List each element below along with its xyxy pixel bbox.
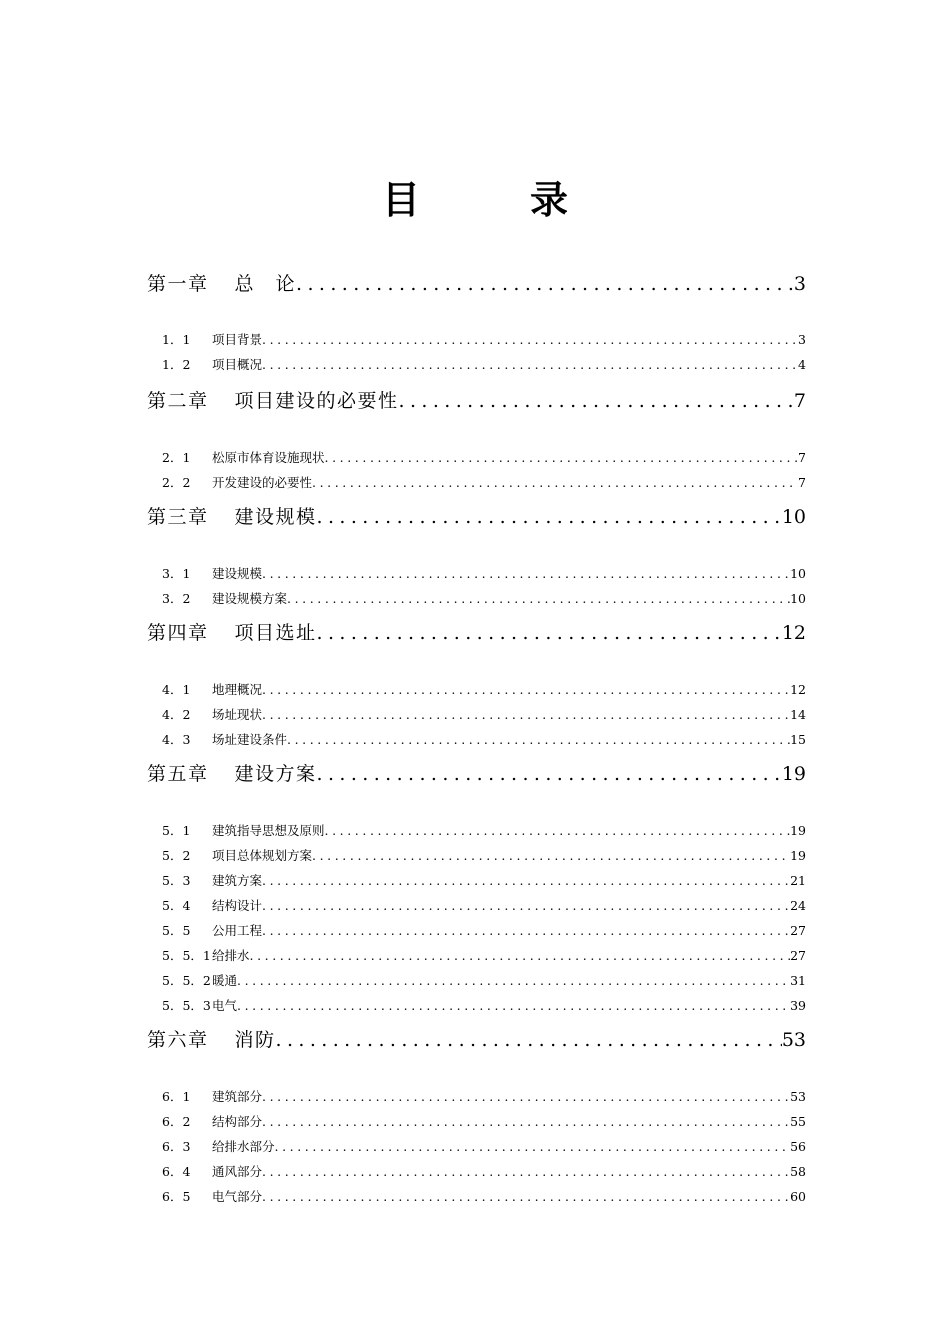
toc-section-entry[interactable] xyxy=(147,449,806,467)
toc-entry-label xyxy=(147,731,287,749)
toc-dot-leader xyxy=(317,761,782,787)
toc-entry-number: 5．5．3 xyxy=(162,998,211,1013)
toc-section-entry[interactable] xyxy=(147,331,806,349)
toc-entry-title: 给排水部分 xyxy=(212,1139,275,1154)
toc-entry-number: 5．1 xyxy=(162,823,191,838)
toc-entry-number: 3．2 xyxy=(162,591,191,606)
toc-entry-number: 5．4 xyxy=(162,898,191,913)
toc-dot-leader xyxy=(237,972,790,990)
toc-section-entry[interactable] xyxy=(147,474,806,492)
toc-entry-number: 第二章 xyxy=(147,390,209,412)
toc-dot-leader xyxy=(262,1088,790,1106)
toc-entry-label xyxy=(147,706,262,724)
toc-dot-leader xyxy=(262,872,790,890)
toc-dot-leader xyxy=(262,706,790,724)
toc-entry-label xyxy=(147,897,262,915)
toc-page-number: 10 xyxy=(790,591,806,606)
toc-entry-number: 2．2 xyxy=(162,475,191,490)
toc-entry-title: 项目背景 xyxy=(212,332,263,347)
toc-page-number: 27 xyxy=(790,923,806,938)
toc-entry-title: 建设规模 xyxy=(212,566,263,581)
toc-page-number: 4 xyxy=(798,357,806,372)
toc-entry-number: 1．2 xyxy=(162,357,191,372)
toc-dot-leader xyxy=(287,731,790,749)
toc-entry-number: 3．1 xyxy=(162,566,191,581)
toc-entry-number: 4．3 xyxy=(162,732,191,747)
toc-entry-label xyxy=(147,620,317,646)
toc-entry-label xyxy=(147,388,399,414)
toc-entry-label xyxy=(147,356,262,374)
toc-entry-label xyxy=(147,1027,276,1053)
toc-entry-title: 结构设计 xyxy=(212,898,263,913)
toc-entry-label xyxy=(147,1088,262,1106)
toc-entry-title: 建筑指导思想及原则 xyxy=(212,823,325,838)
toc-entry-label xyxy=(147,1138,275,1156)
toc-entry-title: 暖通 xyxy=(212,973,238,988)
page-title: 目 录 xyxy=(381,177,604,222)
toc-entry-label xyxy=(147,590,287,608)
toc-page-number: 19 xyxy=(781,763,806,785)
toc-entry-title: 项目概况 xyxy=(212,357,263,372)
toc-page-number: 39 xyxy=(790,998,806,1013)
toc-page-number: 58 xyxy=(790,1164,806,1179)
toc-entry-title: 结构部分 xyxy=(212,1114,263,1129)
toc-entry-number: 第四章 xyxy=(147,622,209,644)
toc-page-number: 7 xyxy=(798,475,806,490)
toc-section-entry[interactable] xyxy=(147,1113,806,1131)
toc-dot-leader xyxy=(262,922,790,940)
toc-entry-title: 建筑部分 xyxy=(212,1089,263,1104)
toc-entry-label xyxy=(147,1188,262,1206)
toc-dot-leader xyxy=(296,271,794,297)
toc-entry-label xyxy=(147,922,262,940)
toc-dot-leader xyxy=(399,388,794,414)
toc-dot-leader xyxy=(262,565,790,583)
toc-entry-number: 第五章 xyxy=(147,763,209,785)
toc-page-number: 12 xyxy=(781,622,806,644)
toc-entry-label xyxy=(147,504,317,530)
toc-entry-title: 建设方案 xyxy=(234,763,317,785)
toc-entry-label xyxy=(147,761,317,787)
toc-page-number: 55 xyxy=(790,1114,806,1129)
toc-page-number: 31 xyxy=(790,973,806,988)
toc-entry-title: 项目总体规划方案 xyxy=(212,848,313,863)
toc-dot-leader xyxy=(312,474,798,492)
toc-page-number: 14 xyxy=(790,707,806,722)
toc-entry-number: 第三章 xyxy=(147,506,209,528)
toc-section-entry[interactable] xyxy=(147,356,806,374)
toc-section-entry[interactable] xyxy=(147,997,806,1015)
toc-entry-title: 公用工程 xyxy=(212,923,263,938)
toc-page-number: 10 xyxy=(781,506,806,528)
toc-section-entry[interactable] xyxy=(147,972,806,990)
toc-page-number: 12 xyxy=(790,682,806,697)
toc-entry-label xyxy=(147,449,325,467)
toc-dot-leader xyxy=(325,449,799,467)
toc-entry-number: 1．1 xyxy=(162,332,191,347)
toc-entry-label xyxy=(147,331,262,349)
toc-entry-number: 5．2 xyxy=(162,848,191,863)
toc-entry-number: 5．5．2 xyxy=(162,973,211,988)
toc-entry-number: 5．3 xyxy=(162,873,191,888)
toc-page-number: 15 xyxy=(790,732,806,747)
toc-chapter-entry[interactable] xyxy=(147,761,806,787)
toc-dot-leader xyxy=(262,1188,790,1206)
toc-chapter-entry[interactable] xyxy=(147,504,806,530)
toc-dot-leader xyxy=(262,681,790,699)
toc-chapter-entry[interactable] xyxy=(147,271,806,297)
toc-section-entry[interactable] xyxy=(147,590,806,608)
toc-section-entry[interactable] xyxy=(147,897,806,915)
toc-entry-label xyxy=(147,872,262,890)
toc-page-number: 19 xyxy=(790,823,806,838)
toc-entry-title: 给排水 xyxy=(212,948,250,963)
toc-page-number: 3 xyxy=(798,332,806,347)
toc-entry-number: 6．1 xyxy=(162,1089,191,1104)
toc-page-number: 53 xyxy=(790,1089,806,1104)
toc-entry-number: 第六章 xyxy=(147,1029,209,1051)
toc-entry-title: 地理概况 xyxy=(212,682,263,697)
toc-entry-number: 6．2 xyxy=(162,1114,191,1129)
toc-entry-number: 6．3 xyxy=(162,1139,191,1154)
toc-entry-title: 通风部分 xyxy=(212,1164,263,1179)
toc-dot-leader xyxy=(262,331,798,349)
toc-section-entry[interactable] xyxy=(147,681,806,699)
toc-section-entry[interactable] xyxy=(147,847,806,865)
toc-dot-leader xyxy=(317,620,782,646)
toc-entry-label xyxy=(147,565,262,583)
toc-entry-number: 6．5 xyxy=(162,1189,191,1204)
toc-section-entry[interactable] xyxy=(147,872,806,890)
toc-entry-label xyxy=(147,681,262,699)
toc-entry-title: 建设规模 xyxy=(234,506,317,528)
toc-entry-title: 电气部分 xyxy=(212,1189,263,1204)
toc-entry-number: 第一章 xyxy=(147,273,209,295)
toc-dot-leader xyxy=(317,504,782,530)
toc-entry-number: 5．5．1 xyxy=(162,948,211,963)
toc-section-entry[interactable] xyxy=(147,1188,806,1206)
toc-section-entry[interactable] xyxy=(147,947,806,965)
toc-entry-title: 项目建设的必要性 xyxy=(234,390,399,412)
toc-page-number: 53 xyxy=(781,1029,806,1051)
toc-entry-label xyxy=(147,271,296,297)
toc-dot-leader xyxy=(276,1027,782,1053)
toc-dot-leader xyxy=(287,590,790,608)
toc-entry-title: 场址现状 xyxy=(212,707,263,722)
toc-page-number: 19 xyxy=(790,848,806,863)
toc-entry-label xyxy=(147,947,250,965)
toc-section-entry[interactable] xyxy=(147,731,806,749)
toc-page-number: 24 xyxy=(790,898,806,913)
toc-entry-label xyxy=(147,997,237,1015)
toc-entry-title: 电气 xyxy=(212,998,238,1013)
toc-page-number: 10 xyxy=(790,566,806,581)
toc-chapter-entry[interactable] xyxy=(147,1027,806,1053)
toc-entry-title: 场址建设条件 xyxy=(212,732,288,747)
toc-page-number: 27 xyxy=(790,948,806,963)
toc-page-number: 7 xyxy=(793,390,806,412)
toc-entry-number: 4．2 xyxy=(162,707,191,722)
toc-entry-label xyxy=(147,474,312,492)
toc-section-entry[interactable] xyxy=(147,565,806,583)
toc-section-entry[interactable] xyxy=(147,822,806,840)
toc-page-number: 56 xyxy=(790,1139,806,1154)
toc-entry-number: 5．5 xyxy=(162,923,191,938)
toc-dot-leader xyxy=(237,997,790,1015)
toc-entry-number: 4．1 xyxy=(162,682,191,697)
toc-dot-leader xyxy=(262,356,798,374)
toc-dot-leader xyxy=(312,847,790,865)
toc-entry-title: 开发建设的必要性 xyxy=(212,475,313,490)
toc-dot-leader xyxy=(275,1138,791,1156)
toc-entry-title: 项目选址 xyxy=(234,622,317,644)
toc-dot-leader xyxy=(262,897,790,915)
toc-entry-label xyxy=(147,822,325,840)
toc-page-number: 7 xyxy=(798,450,806,465)
toc-section-entry[interactable] xyxy=(147,1163,806,1181)
toc-page-number: 21 xyxy=(790,873,806,888)
toc-page-number: 3 xyxy=(793,273,806,295)
toc-entry-title: 建筑方案 xyxy=(212,873,263,888)
toc-section-entry[interactable] xyxy=(147,1138,806,1156)
toc-dot-leader xyxy=(325,822,791,840)
toc-entry-title: 建设规模方案 xyxy=(212,591,288,606)
toc-entry-label xyxy=(147,847,312,865)
toc-chapter-entry[interactable] xyxy=(147,620,806,646)
toc-page-number: 60 xyxy=(790,1189,806,1204)
toc-entry-label xyxy=(147,1163,262,1181)
toc-chapter-entry[interactable] xyxy=(147,388,806,414)
toc-entry-label xyxy=(147,972,237,990)
toc-entry-number: 2．1 xyxy=(162,450,191,465)
toc-dot-leader xyxy=(250,947,791,965)
toc-section-entry[interactable] xyxy=(147,1088,806,1106)
toc-dot-leader xyxy=(262,1113,790,1131)
toc-entry-title: 总 论 xyxy=(234,273,297,295)
toc-entry-title: 松原市体育设施现状 xyxy=(212,450,325,465)
toc-entry-title: 消防 xyxy=(234,1029,276,1051)
toc-section-entry[interactable] xyxy=(147,922,806,940)
toc-entry-label xyxy=(147,1113,262,1131)
toc-dot-leader xyxy=(262,1163,790,1181)
toc-section-entry[interactable] xyxy=(147,706,806,724)
toc-entry-number: 6．4 xyxy=(162,1164,191,1179)
